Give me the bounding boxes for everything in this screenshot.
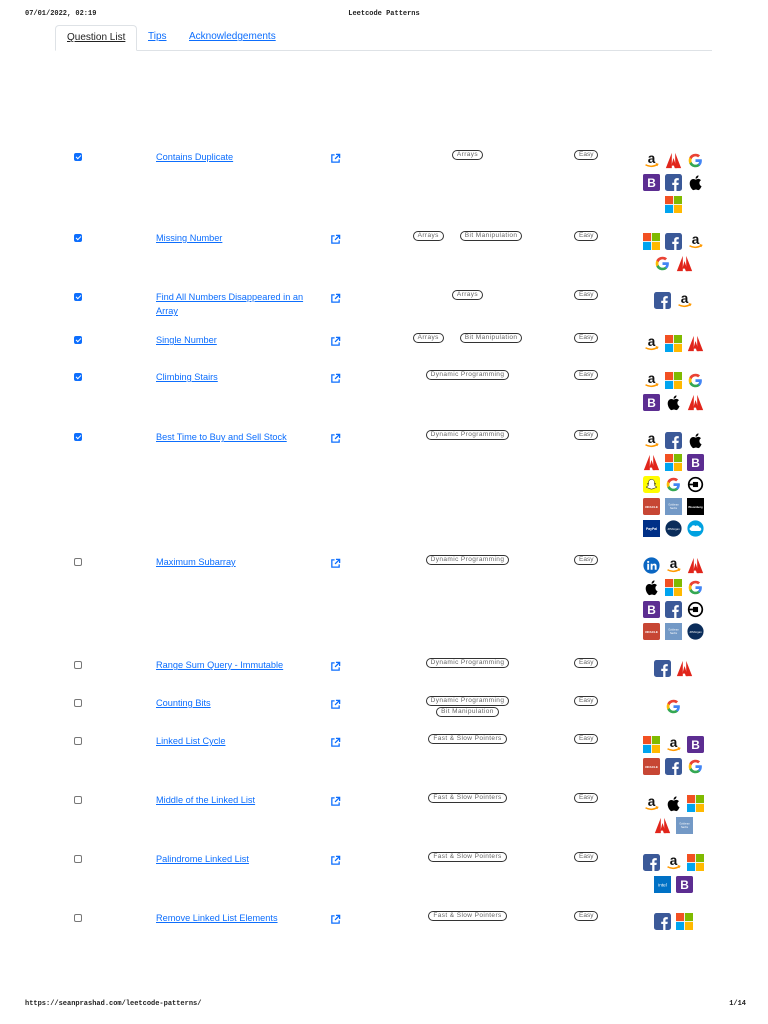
microsoft-logo-icon [687, 854, 704, 871]
google-logo-icon [665, 476, 682, 493]
microsoft-logo-icon [665, 335, 682, 352]
pattern-tag: Fast & Slow Pointers [428, 793, 506, 803]
difficulty-badge: Easy [574, 290, 598, 300]
completed-checkbox[interactable] [74, 699, 82, 707]
amazon-logo-icon [687, 233, 704, 250]
external-link-icon[interactable] [330, 853, 341, 864]
svg-text:B: B [690, 737, 700, 752]
completed-checkbox[interactable] [74, 153, 82, 161]
amazon-logo-icon [665, 557, 682, 574]
difficulty-badge: Easy [574, 911, 598, 921]
pattern-tags [385, 658, 550, 670]
print-datetime: 07/01/2022, 02:19 [25, 10, 97, 18]
pattern-tags [385, 370, 550, 382]
adobe-logo-icon [676, 660, 693, 677]
company-logos [634, 792, 712, 836]
jpmorgan-logo-icon [665, 520, 682, 537]
svg-text:PayPal: PayPal [645, 526, 657, 531]
completed-checkbox[interactable] [74, 796, 82, 804]
question-link[interactable]: Missing Number [156, 233, 223, 243]
question-link[interactable]: Middle of the Linked List [156, 795, 256, 805]
completed-checkbox[interactable] [74, 558, 82, 566]
facebook-logo-icon [665, 758, 682, 775]
svg-text:a: a [647, 431, 655, 446]
pattern-tags [385, 734, 550, 746]
microsoft-logo-icon [643, 233, 660, 250]
facebook-logo-icon [654, 660, 671, 677]
external-link-icon[interactable] [330, 431, 341, 442]
bloomberg-logo-icon [687, 454, 704, 471]
apple-logo-icon [687, 432, 704, 449]
svg-text:B: B [679, 877, 689, 892]
jpmorgan-logo-icon [687, 623, 704, 640]
facebook-logo-icon [665, 233, 682, 250]
pattern-tag: Dynamic Programming [426, 370, 510, 380]
pattern-tags [385, 430, 550, 442]
tab-question-list[interactable]: Question List [55, 25, 137, 51]
svg-text:Bloomberg: Bloomberg [687, 505, 703, 509]
difficulty-badge: Easy [574, 370, 598, 380]
pattern-tags [385, 333, 550, 345]
svg-text:Sachs: Sachs [669, 506, 677, 510]
oracle-logo-icon [643, 498, 660, 515]
company-logos [634, 657, 712, 679]
pattern-tags [385, 290, 550, 302]
bloomberg-logo-icon [643, 601, 660, 618]
facebook-logo-icon [643, 854, 660, 871]
company-logos [634, 429, 712, 539]
svg-text:a: a [669, 735, 677, 750]
external-link-icon[interactable] [330, 334, 341, 345]
question-link[interactable]: Remove Linked List Elements [156, 913, 278, 923]
adobe-logo-icon [643, 454, 660, 471]
difficulty-badge: Easy [574, 734, 598, 744]
question-link[interactable]: Range Sum Query - Immutable [156, 660, 284, 670]
paypal-logo-icon [643, 520, 660, 537]
facebook-logo-icon [654, 913, 671, 930]
completed-checkbox[interactable] [74, 661, 82, 669]
adobe-logo-icon [654, 817, 671, 834]
completed-checkbox[interactable] [74, 373, 82, 381]
svg-text:a: a [669, 556, 677, 571]
snapchat-logo-icon [643, 476, 660, 493]
difficulty-badge: Easy [574, 696, 598, 706]
svg-text:intel: intel [657, 882, 667, 888]
svg-text:B: B [646, 602, 656, 617]
adobe-logo-icon [687, 557, 704, 574]
amazon-logo-icon [643, 432, 660, 449]
pattern-tag: Bit Manipulation [436, 707, 499, 717]
microsoft-logo-icon [687, 795, 704, 812]
pattern-tags [385, 793, 550, 805]
svg-text:Goldman: Goldman [667, 628, 679, 632]
apple-logo-icon [665, 795, 682, 812]
google-logo-icon [665, 698, 682, 715]
pattern-tag: Arrays [413, 333, 444, 343]
svg-text:a: a [647, 151, 655, 166]
black-logo-icon [687, 498, 704, 515]
tab-acknowledgements[interactable]: Acknowledgements [189, 31, 276, 42]
question-link[interactable]: Contains Duplicate [156, 152, 234, 162]
pattern-tag: Arrays [452, 290, 483, 300]
goldman-logo-icon [665, 623, 682, 640]
company-logos [634, 230, 712, 274]
pattern-tag: Arrays [452, 150, 483, 160]
company-logos [634, 149, 712, 215]
difficulty-badge: Easy [574, 852, 598, 862]
completed-checkbox[interactable] [74, 336, 82, 344]
company-logos [634, 369, 712, 413]
nav-tabs [55, 25, 712, 51]
svg-text:B: B [646, 395, 656, 410]
svg-text:Goldman: Goldman [678, 822, 690, 826]
external-link-icon[interactable] [330, 659, 341, 670]
pattern-tags [385, 852, 550, 864]
svg-text:ORACLE: ORACLE [644, 764, 658, 769]
completed-checkbox[interactable] [74, 737, 82, 745]
completed-checkbox[interactable] [74, 914, 82, 922]
bloomberg-logo-icon [643, 174, 660, 191]
svg-text:JPMorgan: JPMorgan [666, 527, 680, 531]
external-link-icon[interactable] [330, 912, 341, 923]
intel-logo-icon [654, 876, 671, 893]
adobe-logo-icon [687, 335, 704, 352]
pattern-tag: Fast & Slow Pointers [428, 911, 506, 921]
microsoft-logo-icon [643, 736, 660, 753]
difficulty-badge: Easy [574, 231, 598, 241]
completed-checkbox[interactable] [74, 855, 82, 863]
difficulty-badge: Easy [574, 150, 598, 160]
facebook-logo-icon [665, 601, 682, 618]
difficulty-badge: Easy [574, 658, 598, 668]
completed-checkbox[interactable] [74, 293, 82, 301]
question-link[interactable]: Linked List Cycle [156, 736, 226, 746]
microsoft-logo-icon [665, 454, 682, 471]
pattern-tag: Bit Manipulation [460, 231, 523, 241]
google-logo-icon [654, 255, 671, 272]
question-link[interactable]: Maximum Subarray [156, 557, 236, 567]
microsoft-logo-icon [665, 579, 682, 596]
external-link-icon[interactable] [330, 794, 341, 805]
pattern-tag: Dynamic Programming [426, 555, 510, 565]
pattern-tags [385, 231, 550, 243]
difficulty-badge: Easy [574, 793, 598, 803]
question-link[interactable]: Best Time to Buy and Sell Stock [156, 432, 287, 442]
microsoft-logo-icon [665, 372, 682, 389]
svg-text:ORACLE: ORACLE [644, 629, 658, 634]
external-link-icon[interactable] [330, 291, 341, 302]
pattern-tag: Dynamic Programming [426, 696, 510, 706]
completed-checkbox[interactable] [74, 433, 82, 441]
company-logos [634, 289, 712, 311]
svg-text:B: B [690, 455, 700, 470]
company-logos [634, 733, 712, 777]
amazon-logo-icon [676, 292, 693, 309]
apple-logo-icon [643, 579, 660, 596]
external-link-icon[interactable] [330, 697, 341, 708]
question-link[interactable]: Single Number [156, 335, 217, 345]
google-logo-icon [687, 579, 704, 596]
amazon-logo-icon [665, 736, 682, 753]
external-link-icon[interactable] [330, 371, 341, 382]
salesforce-logo-icon [687, 520, 704, 537]
company-logos [634, 554, 712, 642]
uber-logo-icon [687, 476, 704, 493]
pattern-tags [385, 150, 550, 162]
svg-text:a: a [647, 371, 655, 386]
svg-text:Sachs: Sachs [680, 825, 688, 829]
bloomberg-logo-icon [676, 876, 693, 893]
completed-checkbox[interactable] [74, 234, 82, 242]
google-logo-icon [687, 758, 704, 775]
facebook-logo-icon [654, 292, 671, 309]
svg-text:a: a [647, 334, 655, 349]
amazon-logo-icon [643, 795, 660, 812]
uber-logo-icon [687, 601, 704, 618]
pattern-tag: Dynamic Programming [426, 430, 510, 440]
oracle-logo-icon [643, 623, 660, 640]
question-link[interactable]: Palindrome Linked List [156, 854, 249, 864]
company-logos [634, 910, 712, 932]
print-url: https://seanprashad.com/leetcode-patterns/ [25, 1000, 202, 1008]
adobe-logo-icon [665, 152, 682, 169]
apple-logo-icon [687, 174, 704, 191]
linkedin-logo-icon [643, 557, 660, 574]
difficulty-badge: Easy [574, 430, 598, 440]
print-page-number: 1/14 [729, 1000, 746, 1008]
question-link[interactable]: Find All Numbers Disappeared in an Array [156, 292, 304, 316]
external-link-icon[interactable] [330, 735, 341, 746]
oracle-logo-icon [643, 758, 660, 775]
adobe-logo-icon [676, 255, 693, 272]
svg-text:ORACLE: ORACLE [644, 504, 658, 509]
svg-text:B: B [646, 175, 656, 190]
amazon-logo-icon [643, 152, 660, 169]
difficulty-badge: Easy [574, 333, 598, 343]
bloomberg-logo-icon [643, 394, 660, 411]
company-logos [634, 851, 712, 895]
difficulty-badge: Easy [574, 555, 598, 565]
svg-text:Sachs: Sachs [669, 631, 677, 635]
print-title: Leetcode Patterns [348, 10, 420, 18]
svg-text:Goldman: Goldman [667, 503, 679, 507]
svg-text:JPMorgan: JPMorgan [688, 630, 702, 634]
pattern-tags [385, 911, 550, 923]
amazon-logo-icon [643, 372, 660, 389]
google-logo-icon [687, 372, 704, 389]
pattern-tags [385, 696, 550, 718]
external-link-icon[interactable] [330, 151, 341, 162]
external-link-icon[interactable] [330, 232, 341, 243]
amazon-logo-icon [643, 335, 660, 352]
pattern-tags [385, 555, 550, 567]
pattern-tag: Dynamic Programming [426, 658, 510, 668]
question-link[interactable]: Counting Bits [156, 698, 211, 708]
facebook-logo-icon [665, 432, 682, 449]
svg-text:a: a [647, 794, 655, 809]
svg-text:a: a [680, 291, 688, 306]
microsoft-logo-icon [676, 913, 693, 930]
question-link[interactable]: Climbing Stairs [156, 372, 218, 382]
amazon-logo-icon [665, 854, 682, 871]
pattern-tag: Fast & Slow Pointers [428, 734, 506, 744]
apple-logo-icon [665, 394, 682, 411]
pattern-tag: Fast & Slow Pointers [428, 852, 506, 862]
svg-text:a: a [691, 232, 699, 247]
company-logos [634, 695, 712, 717]
svg-text:a: a [669, 853, 677, 868]
microsoft-logo-icon [665, 196, 682, 213]
company-logos [634, 332, 712, 354]
adobe-logo-icon [687, 394, 704, 411]
pattern-tag: Bit Manipulation [460, 333, 523, 343]
facebook-logo-icon [665, 174, 682, 191]
external-link-icon[interactable] [330, 556, 341, 567]
bloomberg-logo-icon [687, 736, 704, 753]
google-logo-icon [687, 152, 704, 169]
goldman-logo-icon [665, 498, 682, 515]
tab-tips[interactable]: Tips [148, 31, 167, 42]
pattern-tag: Arrays [413, 231, 444, 241]
goldman-logo-icon [676, 817, 693, 834]
